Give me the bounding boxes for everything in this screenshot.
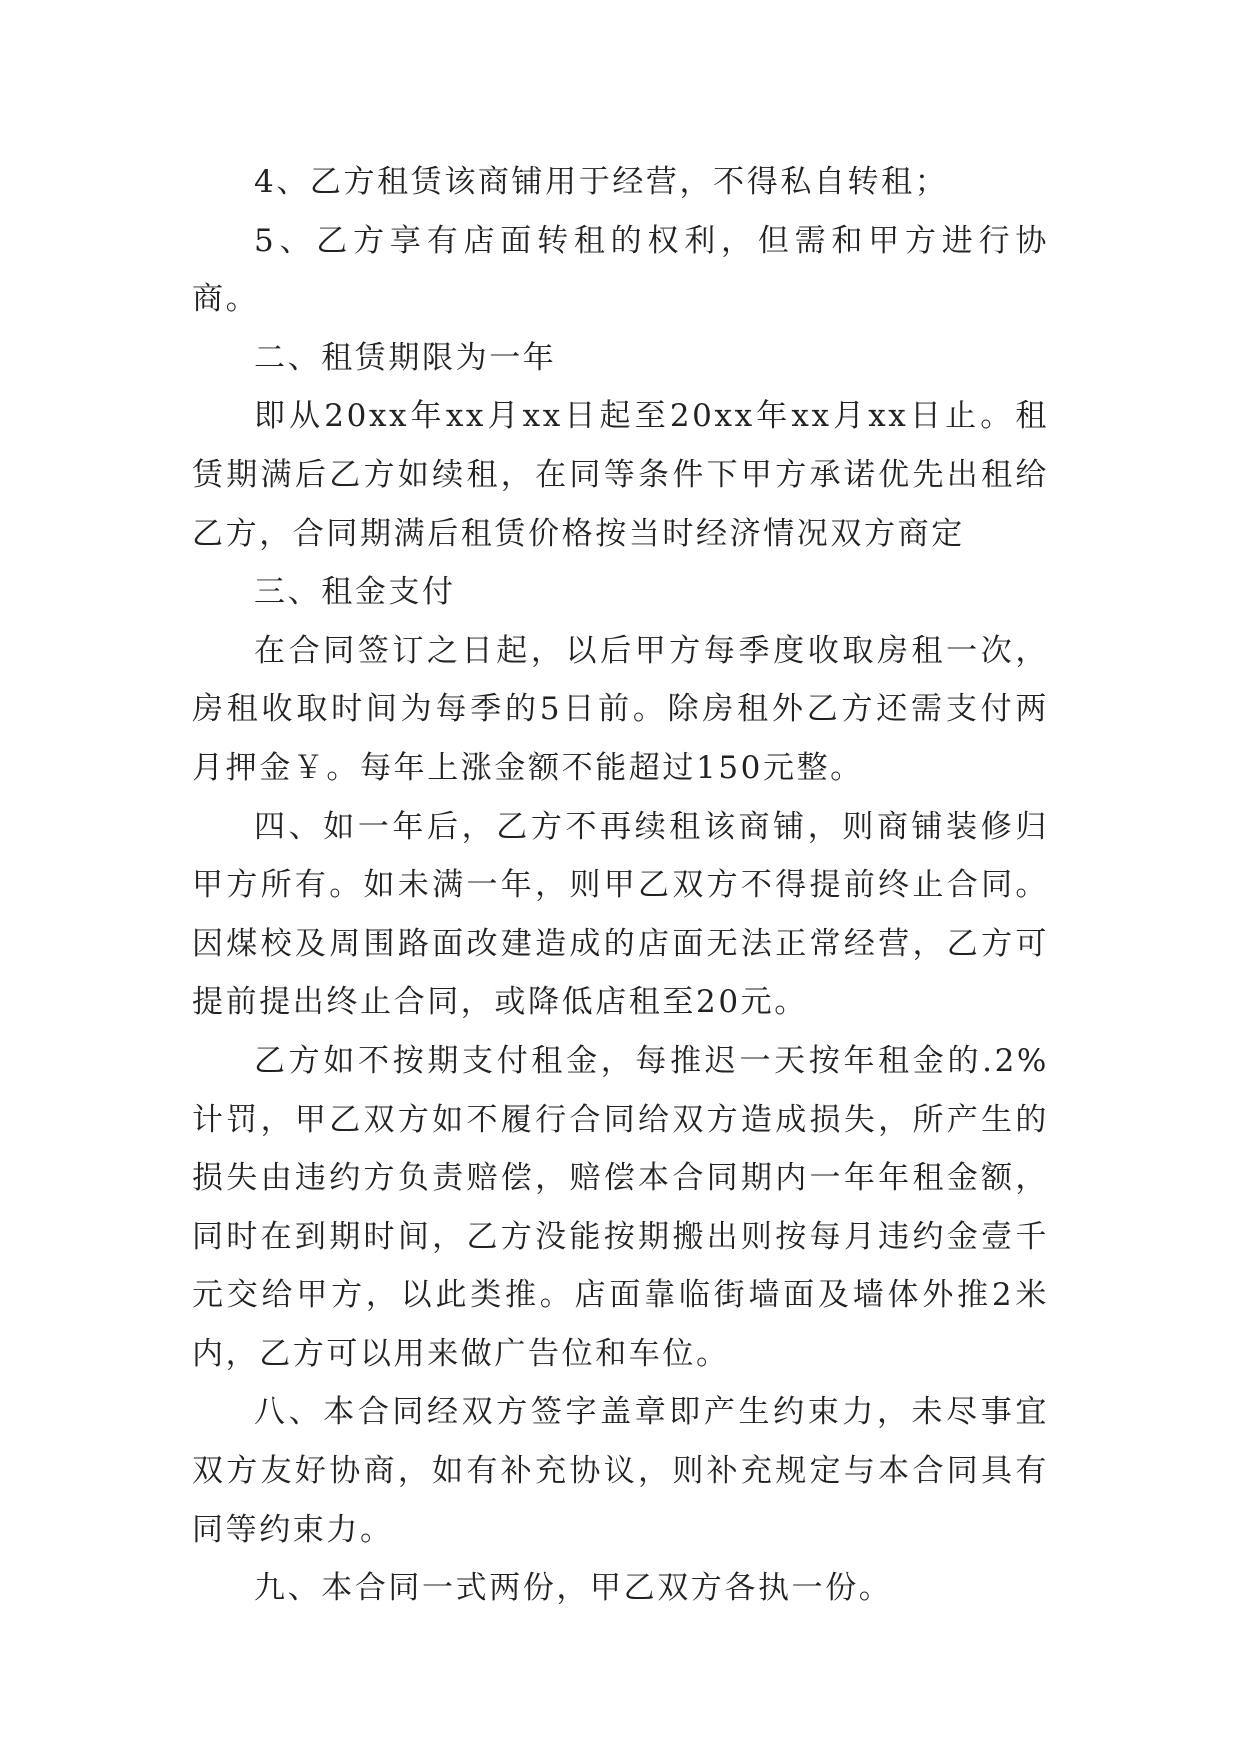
paragraph-rent-payment: 在合同签订之日起，以后甲方每季度收取房租一次，房租收取时间为每季的5日前。除房租外乙方还需支付两月押金￥。每年上涨金额不能超过150元整。 — [192, 632, 1049, 786]
document-body — [192, 153, 1049, 1618]
paragraph-clause-4: 4、乙方租赁该商铺用于经营，不得私自转租； — [254, 164, 949, 200]
paragraph-section-4: 四、如一年后，乙方不再续租该商铺，则商铺装修归甲方所有。如未满一年，则甲乙双方不得提前终止合同。因煤校及周围路面改建造成的店面无法正常经营，乙方可提前提出终止合同，或降低店租至20元。 — [192, 808, 1049, 1021]
heading-rent-payment: 三、租金支付 — [254, 574, 456, 611]
paragraph-penalty: 乙方如不按期支付租金，每推迟一天按年租金的.2%计罚，甲乙双方如不履行合同给双方造成损失，所产生的损失由违约方负责赔偿，赔偿本合同期内一年年租金额，同时在到期时间，乙方没能按期搬出则按每月违约金壹千元交给甲方，以此类推。店面靠临街墙面及墙体外推2米内，乙方可以用来做广告位和车位。 — [192, 1042, 1049, 1372]
paragraph-section-9: 九、本合同一式两份，甲乙双方各执一份。 — [254, 1570, 893, 1607]
paragraph-lease-term: 即从20xx年xx月xx日起至20xx年xx月xx日止。租赁期满后乙方如续租，在同等条件下甲方承诺优先出租给乙方，合同期满后租赁价格按当时经济情况双方商定 — [192, 398, 1049, 552]
paragraph-clause-5: 5、乙方享有店面转租的权利，但需和甲方进行协商。 — [192, 222, 1049, 318]
heading-lease-term: 二、租赁期限为一年 — [254, 339, 557, 376]
paragraph-section-8: 八、本合同经双方签字盖章即产生约束力，未尽事宜双方友好协商，如有补充协议，则补充规定与本合同具有同等约束力。 — [192, 1394, 1049, 1548]
